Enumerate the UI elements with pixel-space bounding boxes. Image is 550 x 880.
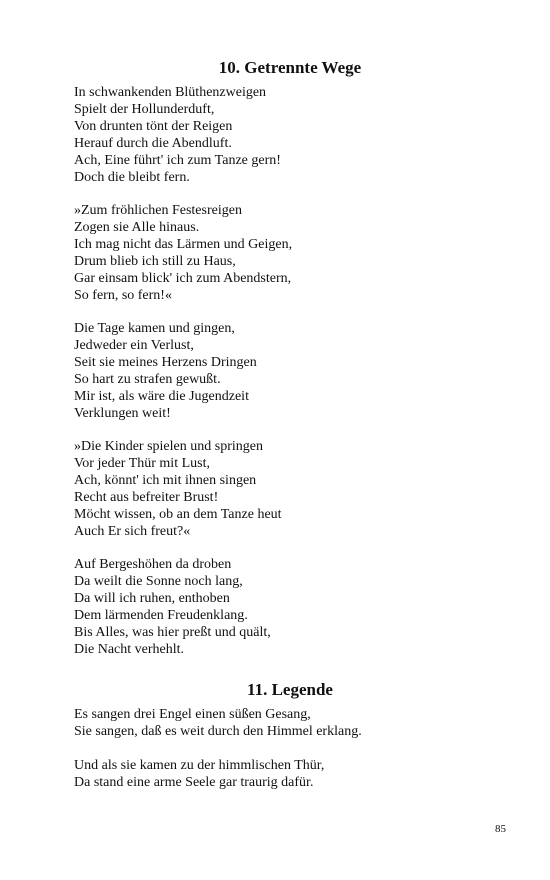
poem-line: Da will ich ruhen, enthoben: [74, 591, 230, 606]
poem-line: Auf Bergeshöhen da droben: [74, 557, 232, 572]
poem-line: Es sangen drei Engel einen süßen Gesang,: [74, 707, 311, 722]
poem-line: Ach, könnt' ich mit ihnen singen: [74, 473, 257, 488]
poem-line: Verklungen weit!: [74, 406, 171, 421]
poem-line: Möcht wissen, ob an dem Tanze heut: [74, 507, 282, 522]
poem-title: 11. Legende: [247, 680, 333, 699]
poem-line: So fern, so fern!«: [74, 288, 172, 303]
stanza: [74, 202, 514, 304]
poem-line: Vor jeder Thür mit Lust,: [74, 456, 210, 471]
poem-line: Spielt der Hollunderduft,: [74, 102, 215, 117]
poem-line: Seit sie meines Herzens Dringen: [74, 355, 257, 370]
poem-line: Zogen sie Alle hinaus.: [74, 220, 200, 235]
poem-line: Von drunten tönt der Reigen: [74, 119, 233, 134]
stanza: [74, 757, 514, 791]
poem-line: Bis Alles, was hier preßt und quält,: [74, 625, 271, 640]
poem-line: Dem lärmenden Freudenklang.: [74, 608, 248, 623]
poem-line: Die Nacht verhehlt.: [74, 642, 185, 657]
poem-line: Mir ist, als wäre die Jugendzeit: [74, 389, 249, 404]
poem-line: Gar einsam blick' ich zum Abendstern,: [74, 271, 292, 286]
stanza: [74, 84, 514, 186]
poem-line: Da stand eine arme Seele gar traurig dafür.: [74, 775, 314, 790]
poem-line: In schwankenden Blüthenzweigen: [74, 85, 267, 100]
page-number: 85: [495, 823, 506, 835]
poem-line: Recht aus befreiter Brust!: [74, 490, 219, 505]
poem-line: Die Tage kamen und gingen,: [74, 321, 235, 336]
poem-line: »Die Kinder spielen und springen: [74, 439, 263, 454]
stanza: [74, 706, 514, 740]
stanza: [74, 556, 514, 658]
poem-line: Auch Er sich freut?«: [74, 524, 191, 539]
stanza: [74, 320, 514, 422]
poem-line: Herauf durch die Abendluft.: [74, 136, 232, 151]
poem-line: »Zum fröhlichen Festesreigen: [74, 203, 242, 218]
poem-line: Sie sangen, daß es weit durch den Himmel erklang.: [74, 724, 362, 739]
poem-line: Ich mag nicht das Lärmen und Geigen,: [74, 237, 293, 252]
poem-line: Jedweder ein Verlust,: [74, 338, 194, 353]
poem-line: So hart zu strafen gewußt.: [74, 372, 221, 387]
poem-line: Da weilt die Sonne noch lang,: [74, 574, 243, 589]
poem-title: 10. Getrennte Wege: [218, 58, 362, 77]
poem-line: Drum blieb ich still zu Haus,: [74, 254, 236, 269]
poem-line: Doch die bleibt fern.: [74, 170, 190, 185]
poem-line: Und als sie kamen zu der himmlischen Thür,: [74, 758, 325, 773]
stanza: [74, 438, 514, 540]
poem-line: Ach, Eine führt' ich zum Tanze gern!: [74, 153, 281, 168]
